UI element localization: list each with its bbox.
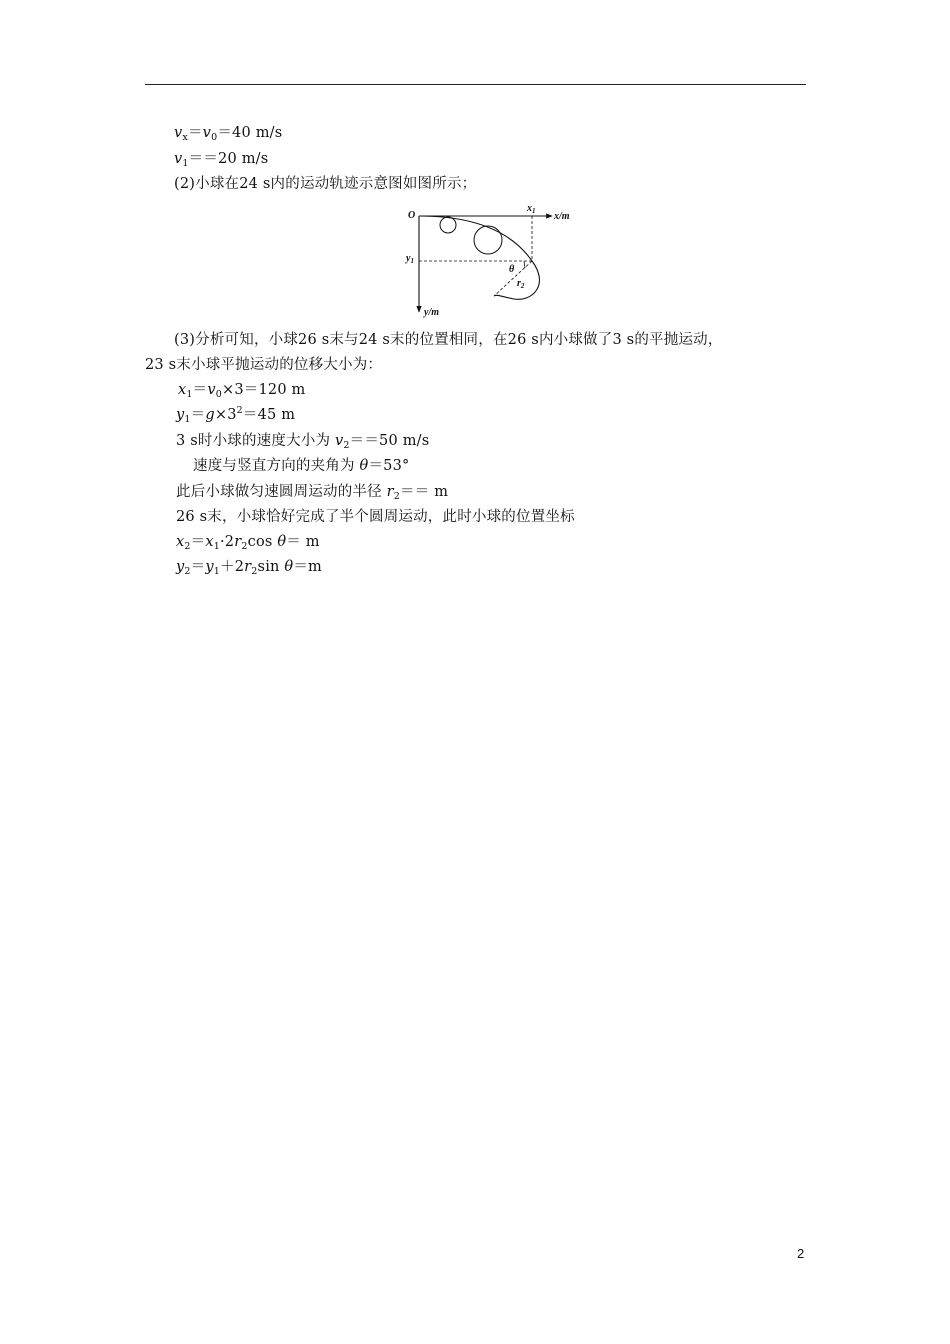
equation-y2: $y_2=y_1+2r_2\sin$ θ＝m <box>176 559 322 577</box>
paragraph-position: 26 s末，小球恰好完成了半个圆周运动，此时小球的位置坐标 <box>176 509 575 525</box>
paragraph-part-3-line-2: 23 s末小球平抛运动的位移大小为： <box>145 357 383 373</box>
x-axis-label: x/m <box>554 211 570 222</box>
equation-v2: 3 s时小球的速度大小为 $v_2==50$ m/s <box>176 433 430 451</box>
page-number: 2 <box>797 1246 805 1261</box>
angle-arc <box>524 261 525 268</box>
paragraph-part-2: (2)小球在24 s内的运动轨迹示意图如图所示； <box>174 176 477 192</box>
y-axis-label: y/m <box>424 307 439 318</box>
header-rule <box>145 84 806 85</box>
equation-r2: 此后小球做匀速圆周运动的半径 $r_2== m$ <box>176 484 449 502</box>
small-circle <box>440 217 456 233</box>
y1-label: $y_1$ <box>406 253 414 265</box>
paragraph-part-3-line-1: (3)分析可知，小球26 s末与24 s末的位置相同，在26 s内小球做了3 s的平抛运动， <box>174 332 723 348</box>
large-circle <box>474 226 502 254</box>
x1-label: $x_1$ <box>527 203 536 215</box>
equation-vx: $v_x=v_0=40$ m/s <box>174 125 283 143</box>
equation-x1: $x_1=v_0\times 3=120$ m <box>178 382 306 400</box>
r2-label: $r_2$ <box>517 278 525 290</box>
equation-theta: 速度与竖直方向的夹角为 θ＝53° <box>193 458 410 474</box>
parabola-trajectory <box>419 216 532 261</box>
equation-y1: $y_1=g\times 3^2=45$ m <box>176 405 296 425</box>
theta-label: θ <box>509 264 515 275</box>
equation-v1: $v_1==20$ m/s <box>174 151 269 169</box>
origin-label: O <box>408 210 416 221</box>
equation-x2: $x_2=x_1\cdot 2r_2\cos$ θ＝ m <box>176 534 320 552</box>
trajectory-diagram <box>402 200 592 322</box>
